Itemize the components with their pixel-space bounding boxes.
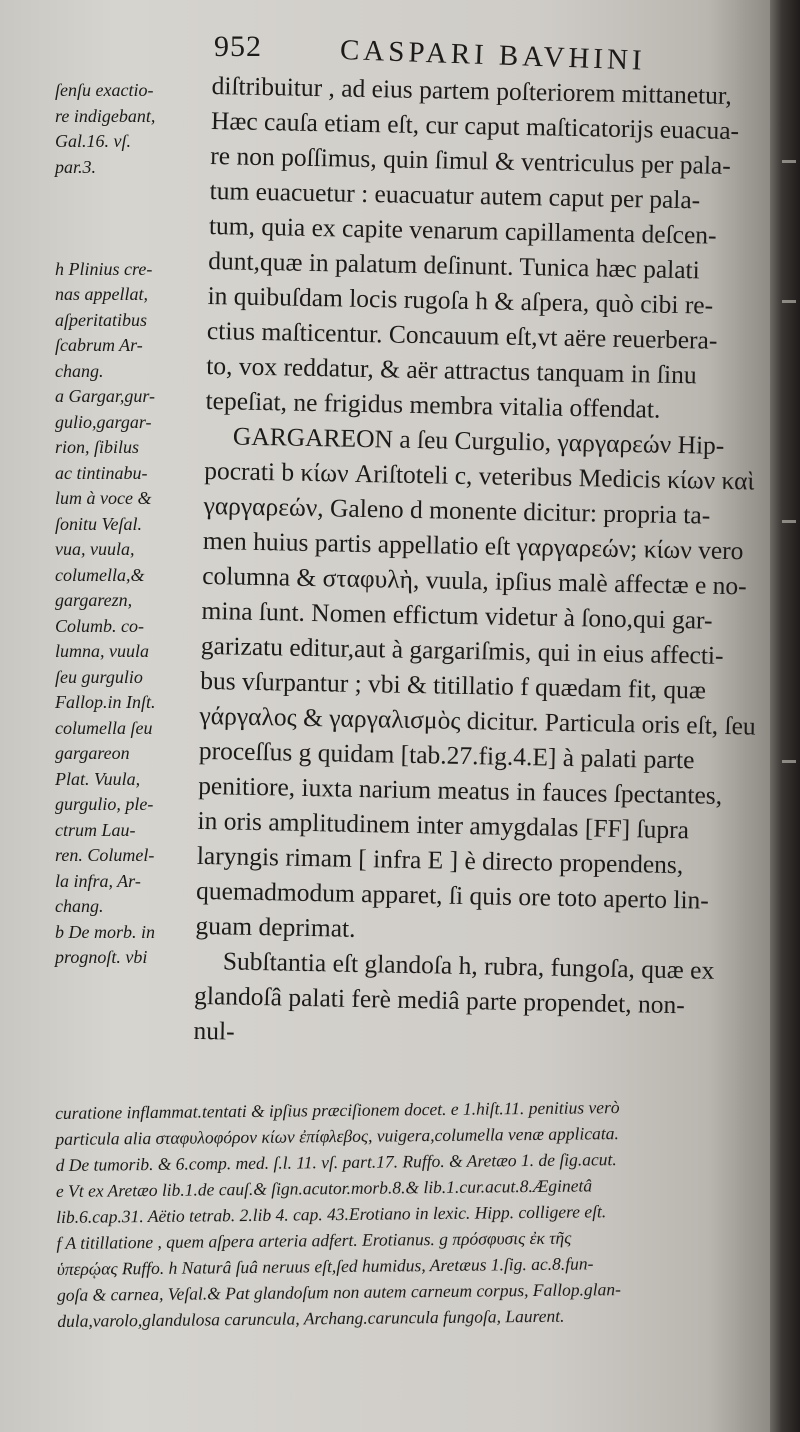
margin-note-line: rion, ſibilus xyxy=(55,437,140,457)
margin-note-line: ac tintinabu- xyxy=(55,462,148,483)
text-line: nul- xyxy=(193,1015,235,1046)
text-line: glandoſâ palati ferè mediâ parte propendet, non- xyxy=(193,980,686,1020)
text-line: bus vſurpantur ; vbi & titillatio f quædam fit, quæ xyxy=(199,665,707,705)
footnote-line: d De tumorib. & 6.comp. med. ſ.l. 11. vſ. part.17. Ruffo. & Aretæo 1. de ſig.acut. xyxy=(55,1149,617,1175)
margin-note-line: columella,& xyxy=(55,564,145,585)
text-line: proceſſus g quidam [tab.27.fig.4.E] à palati parte xyxy=(198,735,695,775)
book-gutter xyxy=(770,0,800,1432)
margin-note-line xyxy=(55,231,215,257)
margin-note-line: chang. xyxy=(55,896,104,916)
margin-note-line: gargarezn, xyxy=(55,590,133,610)
text-line: dunt,quæ in palatum deſinunt. Tunica hæc palati xyxy=(208,245,701,285)
margin-note-line: Plat. Vuula, xyxy=(55,768,141,789)
margin-note-line: lum à voce & xyxy=(55,488,152,508)
margin-note-line: prognoſt. vbi xyxy=(55,947,148,967)
footnote-line: e Vt ex Aretæo lib.1.de cauſ.& ſign.acutor.morb.8.& lib.1.cur.acut.8.Æginetâ xyxy=(55,1175,593,1201)
text-line: Subſtantia eſt glandoſa h, rubra, fungoſa, quæ ex xyxy=(222,946,715,985)
text-line: Hæc cauſa etiam eſt, cur caput maſticatorijs euacua- xyxy=(210,105,740,146)
text-line: columna & σταφυλὴ, vuula, ipſius malè affectæ e no- xyxy=(201,560,747,601)
margin-note-line: columella ſeu xyxy=(55,717,153,738)
page-edge-mark xyxy=(782,160,796,163)
footnote-line: f A titillatione , quem aſpera arteria adfert. Erotianus. g πρόσφυσις ἐκ τῆς xyxy=(56,1227,572,1253)
margin-note-line: la infra, Ar- xyxy=(55,870,141,891)
text-line: men huius partis appellatio eſt γαργαρεών; κίων vero xyxy=(202,525,744,566)
text-line: guam deprimat. xyxy=(195,910,356,943)
text-line: pocrati b κίων Ariſtoteli c, veteribus Medicis κίων καὶ xyxy=(203,455,755,496)
page-edge-mark xyxy=(782,300,796,303)
margin-note-line: ctrum Lau- xyxy=(55,819,136,840)
margin-note-line: ren. Columel- xyxy=(55,845,155,865)
margin-note-line: ſenſu exactio- xyxy=(55,80,154,100)
footnote-line: goſa & carnea, Veſal.& Pat glandoſum non autem carneum corpus, Fallop.glan- xyxy=(56,1279,621,1305)
margin-note-line: gulio,gargar- xyxy=(55,411,152,432)
marginal-notes xyxy=(55,78,215,971)
text-line: laryngis rimam [ infra E ] è directo propendens, xyxy=(196,840,684,880)
footnote-line: dula,varolo,glandulosa caruncula, Archang.caruncula fungoſa, Laurent. xyxy=(57,1305,565,1331)
margin-note-line: b De morb. in xyxy=(55,921,155,942)
margin-note-line: h Plinius cre- xyxy=(55,258,153,279)
margin-note-line: a Gargar,gur- xyxy=(55,386,155,406)
margin-note-line xyxy=(55,180,215,206)
text-line: γάργαλος & γαργαλισμὸς dicitur. Particula oris eſt, ſeu xyxy=(199,700,756,741)
page-edge-mark xyxy=(782,520,796,523)
margin-note-line: Gal.16. vſ. xyxy=(55,131,131,151)
text-line: quemadmodum apparet, ſi quis ore toto aperto lin- xyxy=(195,875,710,915)
text-line: tepeſiat, ne frigidus membra vitalia offendat. xyxy=(205,385,661,424)
main-text xyxy=(193,68,770,1059)
margin-note-line: par.3. xyxy=(55,156,97,177)
margin-note-line: ſeu gurgulio xyxy=(55,666,143,687)
text-line: tum euacuetur : euacuatur autem caput per pala- xyxy=(209,175,701,215)
page-number: 952 xyxy=(214,30,262,63)
footnote-line: lib.6.cap.31. Aëtio tetrab. 2.lib 4. cap. 43.Erotiano in lexic. Hipp. colligere eſt. xyxy=(56,1201,607,1227)
footnote-line: ὑπερῴας Ruffo. h Naturâ ſuâ neruus eſt,ſed humidus, Aretæus 1.ſig. ac.8.fun- xyxy=(56,1253,594,1279)
text-line: mina ſunt. Nomen effictum videtur à ſono,qui gar- xyxy=(201,595,713,635)
page-edge-mark xyxy=(782,760,796,763)
text-line: ctius maſticentur. Concauum eſt,vt aëre reuerbera- xyxy=(206,315,718,355)
margin-note-line: lumna, vuula xyxy=(55,641,149,661)
text-line: in oris amplitudinem inter amygdalas [FF] ſupra xyxy=(197,805,690,845)
footnotes xyxy=(55,1092,770,1334)
margin-note-line: chang. xyxy=(55,360,104,381)
margin-note-line: Columb. co- xyxy=(55,615,144,636)
text-line: penitiore, iuxta narium meatus in fauces ſpectantes, xyxy=(197,770,723,810)
footnote-line: curatione inflammat.tentati & ipſius præciſionem docet. e 1.hiſt.11. penitius verò xyxy=(55,1097,620,1123)
text-line: garizatu editur,aut à gargariſmis, qui in eius affecti- xyxy=(200,630,724,670)
margin-note-line: nas appellat, xyxy=(55,284,148,304)
text-line: tum, quia ex capite venarum capillamenta deſcen- xyxy=(208,210,717,250)
text-line: GARGAREON a ſeu Curgulio, γαργαρεών Hip- xyxy=(232,421,725,460)
running-head: CASPARI BAVHINI xyxy=(339,34,647,77)
margin-note-line xyxy=(55,206,215,232)
page-header xyxy=(0,22,770,77)
margin-note-line: Fallop.in Inſt. xyxy=(55,692,156,712)
margin-note-line: ſcabrum Ar- xyxy=(55,335,143,355)
text-line: in quibuſdam locis rugoſa h & aſpera, quò cibi re- xyxy=(207,280,714,320)
text-line: diſtribuitur , ad eius partem poſteriorem mittanetur, xyxy=(211,70,733,110)
text-line: to, vox reddatur, & aër attractus tanquam in ſinu xyxy=(206,350,697,390)
text-line: γαργαρεών, Galeno d monente dicitur: propria ta- xyxy=(203,490,711,530)
margin-note-line: re indigebant, xyxy=(55,105,156,126)
margin-note-line: vua, vuula, xyxy=(55,539,135,559)
margin-note-line: ſonitu Veſal. xyxy=(55,513,142,534)
margin-note-line: gurgulio, ple- xyxy=(55,794,154,814)
text-line: re non poſſimus, quin ſimul & ventriculus per pala- xyxy=(210,140,732,180)
margin-note-line: aſperitatibus xyxy=(55,309,148,330)
footnote-line: particula alia σταφυλοφόρον κίων ἐπίφλεβος, vuigera,columella venæ applicata. xyxy=(55,1123,619,1149)
margin-note-line: gargareon xyxy=(55,743,130,763)
